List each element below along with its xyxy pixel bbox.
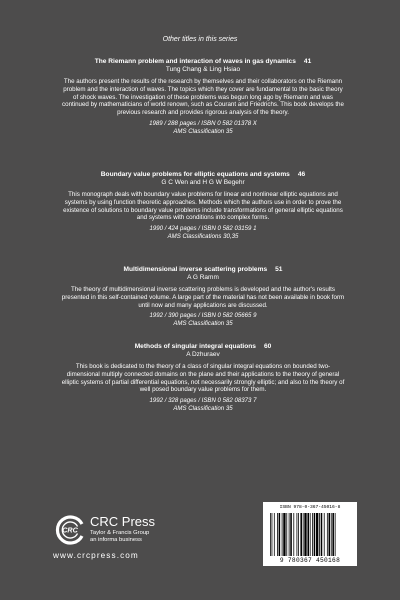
book-title: The Riemann problem and interaction of waves in gas dynamics xyxy=(94,58,296,65)
series-number: 46 xyxy=(297,171,306,178)
book-description: This monograph deals with boundary value problems for linear and nonlinear elliptic equations and systems by using function theoretic approaches. Methods which the authors use in order to prove the existence of solutions to boundary value problems include transformations of general elliptic equations and systems with conditions into complex forms. xyxy=(63,191,343,222)
book-publication: 1992 / 390 pages / ISBN 0 582 05665 9 xyxy=(149,312,257,320)
book-entry-51 xyxy=(60,266,346,328)
publisher-name: CRC Press xyxy=(90,514,156,529)
barcode-bar xyxy=(282,513,283,556)
book-entry-41 xyxy=(60,58,346,136)
barcode-bar xyxy=(310,513,311,556)
barcode-bar xyxy=(316,513,318,556)
publisher-subtitle-2: an informa business xyxy=(90,537,142,543)
series-number: 51 xyxy=(275,266,283,273)
book-publication: 1989 / 288 pages / ISBN 0 582 01378 X xyxy=(149,119,257,127)
publisher-url[interactable]: www.crcpress.com xyxy=(53,551,139,560)
barcode-bar xyxy=(303,513,304,556)
book-authors: Tung Chang & Ling Hsiao xyxy=(165,66,241,73)
book-classification: AMS Classification 35 xyxy=(173,320,233,328)
book-title: Multidimensional inverse scattering problems xyxy=(123,266,268,273)
barcode-bar xyxy=(304,513,306,556)
barcode-bars xyxy=(270,513,350,556)
barcode-bar xyxy=(298,513,299,556)
barcode-bar xyxy=(327,513,328,556)
book-title-line xyxy=(60,343,346,351)
book-publication: 1992 / 328 pages / ISBN 0 582 08373 7 xyxy=(149,397,257,405)
book-description: The authors present the results of the research by themselves and their collaborators on the Riemann problem and the interaction of waves. The topics which they cover are fundamental to the basic theory of shock waves. The investigation of these problems was begun long ago by Riemann and was continued by mathematicians of world renown, such as Courant and Friedrichs. This book develops the previous research and provides rigorous analysis of the theory. xyxy=(62,78,344,117)
series-heading: Other titles in this series xyxy=(162,36,238,43)
book-classification: AMS Classification 35 xyxy=(173,127,233,135)
crc-logo-icon xyxy=(55,515,85,545)
barcode-bar xyxy=(283,513,285,556)
barcode-bar xyxy=(289,513,290,556)
book-title-line xyxy=(60,266,346,274)
book-classification: AMS Classifications 30,35 xyxy=(167,232,239,240)
book-description: This book is dedicated to the theory of a class of singular integral equations on bounded two-dimensional multiply connected domains on the plane and their applications to the theory of general elliptic systems of partial differential equations, not necessarily strongly elliptic; and also to the theory of well posed boundary value problems for them. xyxy=(61,363,345,394)
logo-text: CRC xyxy=(62,525,78,535)
book-title: Boundary value problems for elliptic equations and systems xyxy=(100,171,290,178)
book-authors: A G Ramm xyxy=(187,274,219,281)
barcode-bar xyxy=(286,513,287,556)
book-authors: A Dzhuraev xyxy=(186,351,220,358)
book-description: The theory of multidimensional inverse scattering problems is developed and the author's results presented in this self-contained volume. A large part of the material has not been available in book form until now and many applications are discussed. xyxy=(61,286,345,309)
barcode-bar xyxy=(290,513,292,556)
barcode-bar xyxy=(314,513,316,556)
series-number: 60 xyxy=(263,343,272,350)
barcode xyxy=(263,502,357,566)
barcode-bar xyxy=(324,513,325,556)
barcode-bar xyxy=(277,513,278,556)
barcode-isbn: ISBN 978-0-367-45016-8 xyxy=(279,505,341,510)
book-authors: G C Wen and H G W Begehr xyxy=(161,179,245,186)
barcode-bar xyxy=(270,513,271,556)
barcode-digits: 9 780367 450168 xyxy=(279,557,341,564)
barcode-bar xyxy=(331,513,332,556)
barcode-bar xyxy=(274,513,275,556)
barcode-bar xyxy=(321,513,323,556)
barcode-bar xyxy=(300,513,302,556)
barcode-bar xyxy=(332,513,334,556)
book-publication: 1990 / 424 pages / ISBN 0 582 03159 1 xyxy=(149,225,257,233)
book-title-line xyxy=(60,171,346,179)
barcode-bar xyxy=(297,513,298,556)
series-number: 41 xyxy=(303,58,312,65)
barcode-bar xyxy=(272,513,273,556)
barcode-bar xyxy=(293,513,294,556)
publisher-subtitle: Taylor & Francis Group xyxy=(90,530,150,536)
book-entry-60 xyxy=(60,343,346,413)
barcode-bar xyxy=(335,513,336,556)
barcode-bar xyxy=(307,513,309,556)
barcode-bar xyxy=(329,513,331,556)
barcode-bar xyxy=(319,513,320,556)
book-entry-46 xyxy=(60,171,346,241)
barcode-bar xyxy=(312,513,313,556)
book-title: Methods of singular integral equations xyxy=(134,343,256,350)
barcode-bar xyxy=(279,513,281,556)
book-classification: AMS Classification 35 xyxy=(173,404,233,412)
book-title-line xyxy=(60,58,346,66)
